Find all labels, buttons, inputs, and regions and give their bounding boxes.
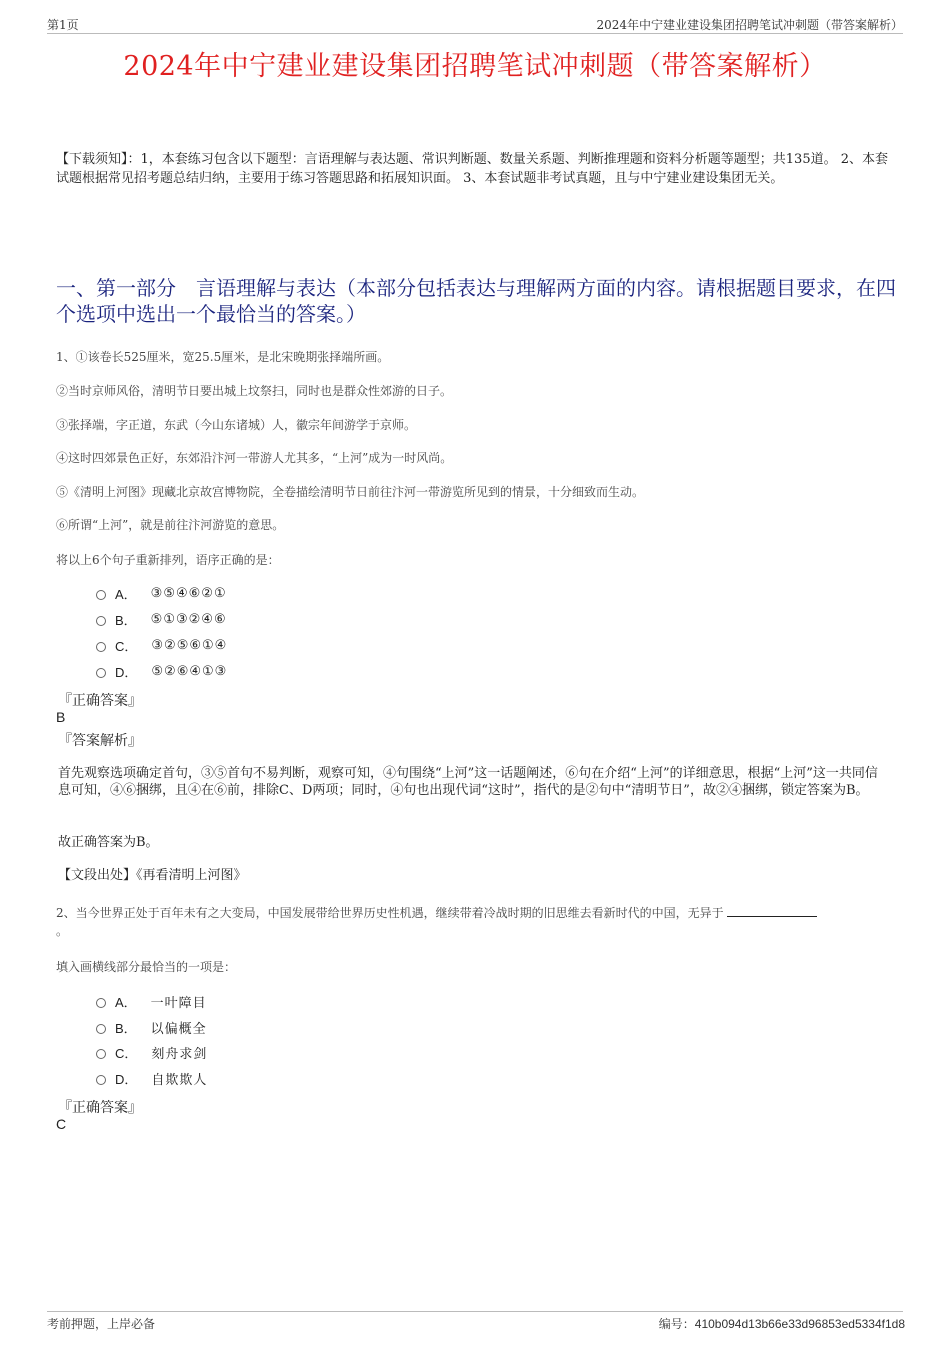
q1-answer-label: 『正确答案』: [58, 693, 142, 709]
q1-analysis: 首先观察选项确定首句，③⑤首句不易判断，观察可知，④句围绕“上河”这一话题阐述，⑥句在介绍“上河”的详细意思，根据“上河”这一共同信息可知，④⑥捆绑，且④在⑥前，排除C、D两项；同时，④句也出现代词“这时”，指代的是②句中“清明节日”，故②④捆绑，锁定答案为B。: [58, 766, 878, 798]
header-doc-title: 2024年中宁建业建设集团招聘笔试冲刺题（带答案解析）: [596, 18, 903, 32]
option-text: 以偏概全: [150, 1022, 207, 1037]
option-letter: B．: [115, 613, 137, 628]
option-letter: D．: [115, 665, 138, 680]
answer-blank: [727, 906, 817, 917]
option-text: 一叶障目: [150, 996, 207, 1011]
download-notice: 【下载须知】：1，本套练习包含以下题型：言语理解与表达题、常识判断题、数量关系题、判断推理题和资料分析题等题型；共135道。 2、本套试题根据常见招考题总结归纳，主要用于练习答题思路和拓展知识面。 3、本套试题非考试真题，且与中宁建业建设集团无关。: [56, 152, 888, 186]
q1-option-b[interactable]: [96, 610, 227, 629]
option-text: ③②⑤⑥①④: [151, 638, 228, 653]
q1-sentence-1: 1、①该卷长525厘米，宽25.5厘米，是北宋晚期张择端所画。: [56, 350, 390, 364]
q1-conclusion: 故正确答案为B。: [58, 835, 159, 850]
option-letter: B．: [115, 1021, 137, 1036]
option-letter: A．: [115, 995, 137, 1010]
radio-icon[interactable]: [96, 1024, 106, 1034]
q1-sentence-4: ④这时四郊景色正好，东郊沿汴河一带游人尤其多，“上河”成为一时风尚。: [56, 451, 453, 465]
q2-answer-label: 『正确答案』: [58, 1100, 142, 1116]
footer-slogan: 考前押题，上岸必备: [47, 1317, 156, 1331]
option-text: ⑤①③②④⑥: [150, 612, 227, 627]
q2-answer: C: [56, 1116, 67, 1132]
option-text: 刻舟求剑: [151, 1047, 208, 1062]
q2-stem-text: 2、当今世界正处于百年未有之大变局，中国发展带给世界历史性机遇，继续带着冷战时期的旧思维去看新时代的中国，无异于: [56, 906, 724, 920]
header-page-label: 第1页: [47, 18, 79, 32]
header-divider: [47, 33, 903, 34]
radio-icon[interactable]: [96, 998, 106, 1008]
option-text: ⑤②⑥④①③: [151, 664, 228, 679]
q2-prompt: 填入画横线部分最恰当的一项是：: [56, 960, 237, 974]
radio-icon[interactable]: [96, 1075, 106, 1085]
radio-icon[interactable]: [96, 1049, 106, 1059]
q1-sentence-3: ③张择端，字正道，东武（今山东诸城）人，徽宗年间游学于京师。: [56, 418, 417, 432]
q1-option-a[interactable]: [96, 584, 227, 603]
radio-icon[interactable]: [96, 642, 106, 652]
q2-option-a[interactable]: [96, 992, 207, 1011]
footer-code-label: 编号：: [658, 1317, 695, 1331]
q1-sentence-5: ⑤《清明上河图》现藏北京故宫博物院，全卷描绘清明节日前往汴河一带游览所见到的情景，十分细致而生动。: [56, 485, 645, 499]
footer-code-value: 410b094d13b66e33d96853ed5334f1d8: [694, 1317, 905, 1331]
page-title: 2024年中宁建业建设集团招聘笔试冲刺题（带答案解析）: [123, 51, 827, 82]
option-letter: A．: [115, 587, 137, 602]
radio-icon[interactable]: [96, 668, 106, 678]
option-letter: C．: [115, 1046, 138, 1061]
q1-option-c[interactable]: [96, 636, 227, 655]
q2-option-c[interactable]: [96, 1043, 207, 1062]
q1-sentence-6: ⑥所谓“上河”，就是前往汴河游览的意思。: [56, 518, 285, 532]
radio-icon[interactable]: [96, 616, 106, 626]
q1-sentence-2: ②当时京师风俗，清明节日要出城上坟祭扫，同时也是群众性郊游的日子。: [56, 384, 453, 398]
q2-stem: [56, 904, 896, 921]
radio-icon[interactable]: [96, 590, 106, 600]
section-heading: 一、第一部分 言语理解与表达（本部分包括表达与理解两方面的内容。请根据题目要求，在四个选项中选出一个最恰当的答案。）: [56, 276, 896, 326]
q1-source: 【文段出处】《再看清明上河图》: [58, 868, 247, 883]
q2-stem-end: 。: [56, 924, 69, 938]
q1-prompt: 将以上6个句子重新排列，语序正确的是：: [56, 553, 280, 567]
q2-option-b[interactable]: [96, 1018, 207, 1037]
option-text: 自欺欺人: [151, 1073, 208, 1088]
option-letter: C．: [115, 639, 138, 654]
option-letter: D．: [115, 1072, 138, 1087]
q1-option-d[interactable]: [96, 662, 227, 681]
q2-option-d[interactable]: [96, 1069, 207, 1088]
footer-code: [659, 1315, 905, 1332]
footer-divider: [47, 1311, 903, 1312]
q1-analysis-label: 『答案解析』: [58, 733, 142, 749]
q1-answer: B: [56, 709, 66, 725]
option-text: ③⑤④⑥②①: [150, 586, 227, 601]
